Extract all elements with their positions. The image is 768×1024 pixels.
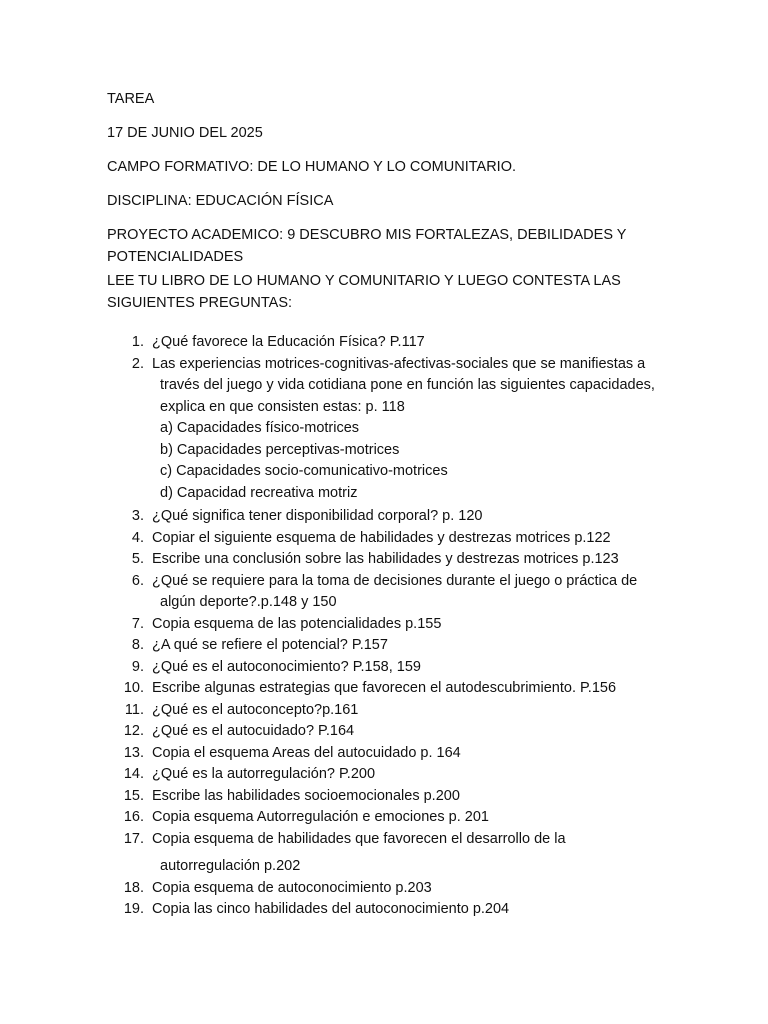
question-text: ¿Qué es el autocuidado? P.164 (152, 723, 355, 739)
question-number: 13. (123, 744, 144, 761)
question-item (107, 657, 667, 679)
disciplina: DISCIPLINA: EDUCACIÓN FÍSICA (107, 193, 334, 209)
question-number: 1. (131, 334, 144, 350)
question-item (107, 807, 667, 829)
question-text-continued: algún deporte?.p.148 y 150 (160, 594, 337, 610)
capacidades-list (152, 418, 667, 506)
question-text: ¿Qué es el autoconcepto?p.161 (152, 701, 359, 718)
question-number: 17. (123, 830, 144, 847)
question-text: Las experiencias motrices-cognitivas-afectivas-sociales que se manifiestas a (152, 355, 646, 372)
document-date: 17 DE JUNIO DEL 2025 (107, 125, 263, 141)
campo-formativo: CAMPO FORMATIVO: DE LO HUMANO Y LO COMUNITARIO. (107, 159, 516, 175)
question-number: 5. (131, 551, 144, 567)
question-text: ¿A qué se refiere el potencial? P.157 (152, 637, 388, 653)
question-item (107, 743, 667, 765)
question-item (107, 899, 667, 921)
question-text: Escribe las habilidades socioemocionales p.200 (152, 787, 460, 804)
question-item (107, 354, 667, 507)
question-number: 10. (123, 680, 144, 696)
question-number: 6. (131, 572, 144, 589)
question-number: 14. (123, 766, 144, 782)
question-item (107, 571, 667, 614)
question-number: 15. (123, 787, 144, 804)
question-number: 11. (124, 701, 144, 718)
question-text: ¿Qué significa tener disponibilidad corporal? p. 120 (152, 508, 483, 524)
capacidad-item: a) Capacidades físico-motrices (160, 420, 360, 436)
question-text: Copia las cinco habilidades del autoconocimiento p.204 (152, 901, 510, 917)
capacidad-item: b) Capacidades perceptivas-motrices (160, 441, 400, 458)
document-page (107, 88, 667, 921)
question-number: 3. (131, 508, 144, 524)
question-number: 18. (123, 879, 144, 896)
question-text: Copia esquema Autorregulación e emociones p. 201 (152, 809, 489, 825)
question-text: Escribe algunas estrategias que favorecen el autodescubrimiento. P.156 (152, 680, 617, 696)
question-item (107, 721, 667, 743)
capacidad-item: d) Capacidad recreativa motriz (160, 484, 358, 501)
capacidad-item: c) Capacidades socio-comunicativo-motrices (160, 463, 448, 479)
question-item (107, 786, 667, 808)
question-item (107, 528, 667, 550)
question-item (107, 506, 667, 528)
question-number: 19. (123, 901, 144, 917)
question-text: ¿Qué se requiere para la toma de decisiones durante el juego o práctica de (152, 572, 638, 589)
question-item (107, 764, 667, 786)
question-list (107, 332, 667, 921)
question-text-continued: través del juego y vida cotidiana pone en función las siguientes capacidades, explica en que consisten estas: p. 118 (160, 377, 655, 415)
question-text: Copiar el siguiente esquema de habilidades y destrezas motrices p.122 (152, 529, 611, 546)
question-text: Copia el esquema Areas del autocuidado p. 164 (152, 744, 461, 761)
question-item (107, 332, 667, 354)
question-item (107, 700, 667, 722)
question-number: 12. (123, 723, 144, 739)
question-number: 2. (131, 355, 144, 372)
question-number: 7. (131, 615, 144, 632)
question-text: Copia esquema de las potencialidades p.155 (152, 615, 442, 632)
question-text: ¿Qué es la autorregulación? P.200 (152, 766, 376, 782)
proyecto-academico: PROYECTO ACADEMICO: 9 DESCUBRO MIS FORTALEZAS, DEBILIDADES Y POTENCIALIDADES (107, 227, 627, 265)
instruction-text: LEE TU LIBRO DE LO HUMANO Y COMUNITARIO Y LUEGO CONTESTA LAS SIGUIENTES PREGUNTAS: (107, 273, 621, 311)
question-item (107, 878, 667, 900)
question-text: Copia esquema de habilidades que favorecen el desarrollo de la (152, 830, 566, 847)
question-item (107, 614, 667, 636)
question-text: Escribe una conclusión sobre las habilidades y destrezas motrices p.123 (152, 551, 619, 567)
document-title: TAREA (107, 91, 155, 107)
question-number: 16. (123, 809, 144, 825)
question-number: 8. (131, 637, 144, 653)
question-text: ¿Qué es el autoconocimiento? P.158, 159 (152, 658, 421, 675)
question-number: 4. (131, 529, 144, 546)
question-item (107, 549, 667, 571)
question-item (107, 635, 667, 657)
question-item (107, 829, 667, 878)
question-item (107, 678, 667, 700)
question-number: 9. (131, 658, 144, 675)
question-text: ¿Qué favorece la Educación Física? P.117 (152, 334, 425, 350)
question-text: Copia esquema de autoconocimiento p.203 (152, 879, 432, 896)
question-text-continued: autorregulación p.202 (160, 858, 301, 874)
